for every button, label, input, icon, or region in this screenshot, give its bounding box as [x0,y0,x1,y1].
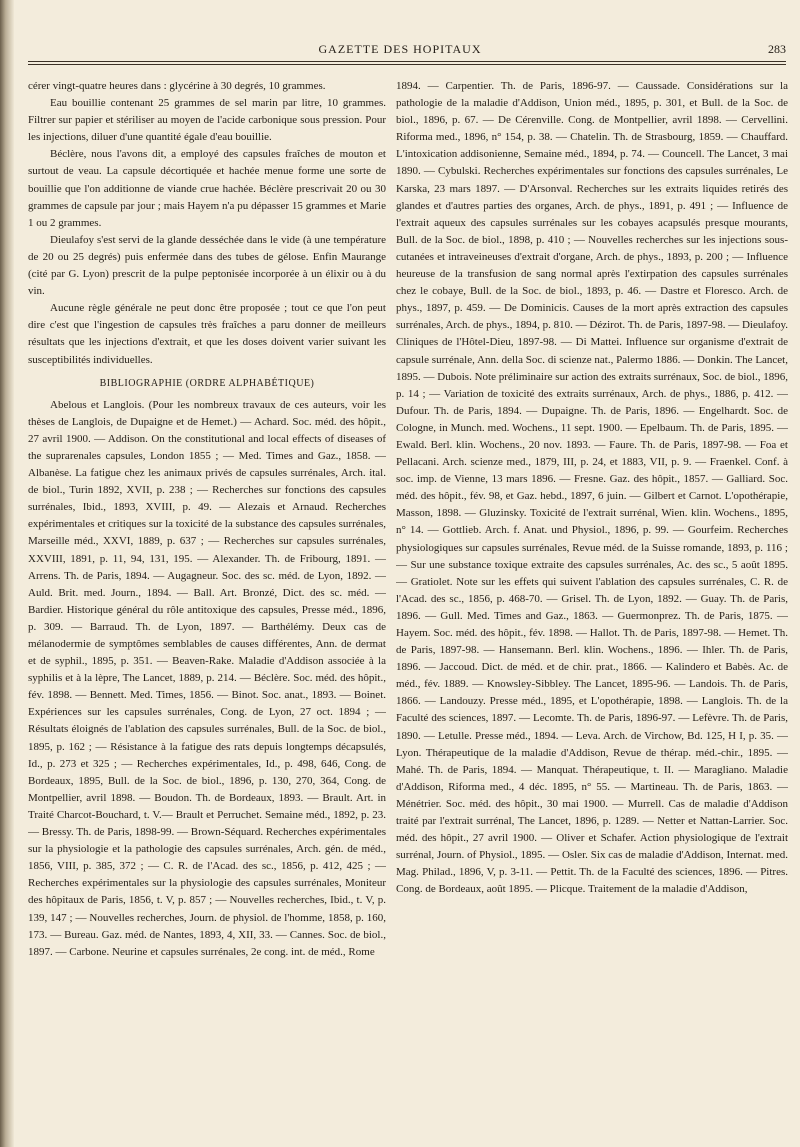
bibliography-heading: BIBLIOGRAPHIE (ORDRE ALPHABÉTIQUE) [99,377,315,389]
paragraph: Dieulafoy s'est servi de la glande desséchée dans le vide (à une température de 20 ou 25 degrés) puis enfermée dans des tubes de gélose. Enfin Maurange (cité par G. Lyon) prescrit de la pulpe peptonisée incorporée à un élixir ou à du vin. [28,233,386,298]
header-rule [28,61,786,62]
journal-title: GAZETTE DES HOPITAUX [318,42,482,56]
right-column [396,78,788,1139]
paragraph: Aucune règle générale ne peut donc être proposée ; tout ce que l'on peut dire c'est que l'ingestion de capsules très fraîches a paru donner de meilleurs résultats que les injections d'extrait, et que les doses doivent varier suivant les susceptibilités individuelles. [28,302,386,366]
paragraph: Béclère, nous l'avons dit, a employé des capsules fraîches de mouton et surtout de veau. La capsule décortiquée et hachée menue forme une sorte de bouillie que l'on additionne de viande crue hachée. Béclère prescrivait 20 ou 30 grammes de capsule par jour ; mais Hayem n'a pu dépasser 15 grammes et Marie 1 ou 2 grammes. [28,148,386,229]
paragraph: cérer vingt-quatre heures dans : glycérine à 30 degrés, 10 grammes. [28,80,326,92]
left-column [28,78,386,1139]
header-rule-secondary [28,64,786,65]
bibliography-text: Abelous et Langlois. (Pour les nombreux travaux de ces auteurs, voir les thèses de Langlois, de Dupaigne et de Hemet.) — Achard. Soc. méd. des hôpit., 27 avril 1900. — Addison. On the constitutional and local effects of diseases of the suprarenales capsules, London 1855 ; — Med. Times and Gaz., 1858. — Albanèse. La fatigue chez les animaux privés de capsules surrénales, Arch. ital. de biol., Turin 1892, XVII, p. 238 ; — Recherches sur fonctions des capsules surrénales, Ibid., 1893, XVIII, p. 49. — Alezais et Arnaud. Recherches expérimentales et critiques sur la toxicité de la substance des capsules surrénales, Marseille méd., XXVI, 1889, p. 637 ; — Recherches sur capsules surrénales, XXVIII, 1891, p. 11, 94, 131, 195. — Alexander. Th. de Fribourg, 1891. — Arrens. Th. de Paris, 1894. — Augagneur. Soc. des sc. méd. de Lyon, 1892. — Auld. Brit. med. Journ., 1894. — Ball. Art. Bronzé, Dict. des sc. méd. — Bardier. Historique général du rôle antitoxique des capsules, Presse méd., 1896, p. 309. — Barraud. Th. de Lyon, 1897. — Barthélémy. Deux cas de mélanodermie de symptômes semblables de causes différentes, Ann. de dermat et de syphil., 1895, p. 351. — Beaven-Rake. Maladie d'Addison associée à la syphilis et à la lèpre, The Lancet, 1889, p. 214. — Béclère. Soc. méd. des hôpit., fév. 1898. — Bennett. Med. Times, 1856. — Binot. Soc. anat., 1893. — Boinet. Expériences sur les capsules surrénales, Cong. de Lyon, 27 oct. 1894 ; — Résultats éloignés de l'ablation des capsules surrénales, Bull. de la Soc. de biol., 1895, p. 162 ; — Résistance à la fatigue des rats depuis longtemps décapsulés, Id., p. 273 et 325 ; — Recherches expérimentales, Id., p. 498, 646, Cong. de Bordeaux, 1895, Bull. de la Soc. de biol., 1896, p. 130, 270, 364, Cong. de Montpellier, avril 1898. — Boudon. Th. de Bordeaux, 1893. — Brault. Art. in Traité Charcot-Bouchard, t. V.— Brault et Perruchet. Semaine méd., 1892, p. 23. — Bressy. Th. de Paris, 1898-99. — Brown-Séquard. Recherches expérimentales sur la physiologie et la pathologie des capsules surrénales, Arch. gén. de méd., 1856, VIII, p. 385, 372 ; — C. R. de l'Acad. des sc., 1856, p. 412, 425 ; — Recherches expérimentales sur la physiologie des capsules surrénales, Moniteur des hôpitaux de Paris, 1856, t. V, p. 857 ; — Nouvelles recherches, Ibid., t. V, p. 139, 147 ; — Nouvelles recherches, Journ. de physiol. de l'homme, 1858, p. 160, 173. — Bureau. Gaz. méd. de Nantes, 1893, 4, XII, 33. — Cannes. Soc. de biol., 1897. — Carbone. Neurine et capsules surrénales, 2e cong. int. de méd., Rome [28,398,386,958]
page-edge-shadow [0,0,14,1147]
paragraph: Eau bouillie contenant 25 grammes de sel marin par litre, 10 grammes. Filtrer sur papier et stériliser au moyen de l'acide carbonique sous pression. Pour les injections, diluer d'une quantité égale d'eau bouillie. [28,97,386,144]
bibliography-text-continued: 1894. — Carpentier. Th. de Paris, 1896-97. — Caussade. Considérations sur la pathologie de la maladie d'Addison, Union méd., 1895, p. 301, et Bull. de la Soc. de biol., 1896, p. 67. — De Cérenville. Cong. de Montpellier, avril 1898. — Cervellini. Riforma med., 1896, n° 154, p. 38. — Chatelin. Th. de Strasbourg, 1859. — Chauffard. L'intoxication addisonienne, Semaine méd., 1894, p. 74. — Councell. The Lancet, 3 mai 1890. — Cybulski. Recherches expérimentales sur fonctions des capsules surrénales, Le Karska, 23 mars 1897. — D'Arsonval. Recherches sur les extraits liquides retirés des glandes et d'autres parties des organes, Arch. de phys., 1891, p. 491 ; — Influence de l'extrait aqueux des capsules surrénales sur les cobayes acapsulés presque mourants, Bull. de la Soc. de biol., 1898, p. 410 ; — Nouvelles recherches sur les injections sous-cutanées et intraveineuses d'extrait d'organe, Arch. de phys., 1893, p. 200 ; — Influence heureuse de la transfusion de sang normal après l'extirpation des capsules surrénales chez le cobaye, Bull. de la Soc. de biol., 1893, p. 46. — Dastre et Floresco. Arch. de phys., 1897, p. 459. — De Dominicis. Causes de la mort après extraction des capsules surrénales, Arch. de phys., 1894, p. 810. — Dézirot. Th. de Paris, 1897-98. — Dieulafoy. Cliniques de l'Hôtel-Dieu, 1897-98. — Di Mattei. Influence sur organisme d'extrait de capsule surrénale, Ann. della Soc. di scienze nat., Palermo 1886. — Donkin. The Lancet, 1895. — Dubois. Note préliminaire sur action des extraits surrénaux, Soc. de biol., 1896, p. 14 ; — Variation de toxicité des extraits surrénaux, Arch. de phys., 1886, p. 412. — Dufour. Th. de Paris, 1894. — Dupaigne. Th. de Paris, 1896. — Engelhardt. Soc. de Cologne, in Munch. med. Wochens., 11 sept. 1900. — Epelbaum. Th. de Paris, 1895. — Ewald. Berl. klin. Wochens., 20 nov. 1893. — Faure. Th. de Paris, 1897-98. — Foa et Pellacani. Arch. scienze med., 1879, III, p. 24, et 1883, VII, p. 9. — Fraenkel. Conf. à soc. imp. de Vienne, 13 mars 1896. — Fresne. Gaz. des hôpit., 1857. — Galliard. Soc. méd. des hôpit., fév. 98, et Gaz. hebd., 1897, 6 juin. — Gilbert et Carnot. L'opothérapie, Masson, 1898. — Gluzinsky. Toxicité de l'extrait surrénal, Wien. klin. Wochens., 1895, n° 14. — Gottlieb. Arch. f. Anat. und Physiol., 1896, p. 99. — Gourfeim. Recherches physiologiques sur capsules surrénales, Revue méd. de la Suisse romande, 1893, p. 116 ; — Sur une substance toxique extraite des capsules surrénales, Ac. des sc., 5 août 1895. — Gratiolet. Note sur les effets qui suivent l'ablation des capsules surrénales, C. R. de l'Acad. des sc., 1856, p. 468-70. — Grisel. Th. de Lyon, 1892. — Guay. Th. de Paris, 1896. — Gull. Med. Times and Gaz., 1863. — Guermonprez. Th. de Paris, 1875. — Hayem. Soc. méd. des hôpit., fév. 1898. — Hallot. Th. de Paris, 1897-98. — Hemet. Th. de Paris, 1897-98. — Hansemann. Berl. klin. Wochens., 1896. — Ihler. Th. de Paris, 1896. — Jaccoud. Dict. de méd. et de chir. prat., 1866. — Kalindero et Babès. Ac. de méd., fév. 1889. — Knowsley-Sibbley. The Lancet, 1895-96. — Landois. Th. de Paris, 1866. — Landouzy. Presse méd., 1895, et L'opothérapie, 1898. — Langlois. Th. de la Faculté des sciences, 1897. — Lecomte. Th. de Paris, 1896-97. — Lefèvre. Th. de Paris, 1890. — Letulle. Presse méd., 1894. — Leva. Arch. de Virchow, Bd. 125, H I, p. 35. — Lyon. Thérapeutique de la maladie d'Addison, Revue de thérap. méd.-chir., 1895. — Mahé. Th. de Paris, 1894. — Manquat. Thérapeutique, t. II. — Maragliano. Maladie d'Addison, Riforma med., 4 déc. 1895, n° 55. — Martineau. Th. de Paris, 1863. — Ménétrier. Soc. méd. des hôpit., 30 mai 1900. — Murrell. Cas de maladie d'Addison traité par l'extrait surrénal, The Lancet, 1896, p. 1289. — Netter et Nattan-Larrier. Soc. méd. des hôpit., 27 avril 1900. — Oliver et Schafer. Action physiologique de l'extrait surrénal, Journ. of Physiol., 1895. — Osler. Six cas de maladie d'Addison, Internat. med. Mag. Philad., 1896, V, p. 3-11. — Pettit. Th. de la Faculté des sciences, 1896. — Pitres. Cong. de Bordeaux, août 1895. — Plicque. Traitement de la maladie d'Addison, [396,80,788,896]
page-number: 283 [768,42,786,56]
